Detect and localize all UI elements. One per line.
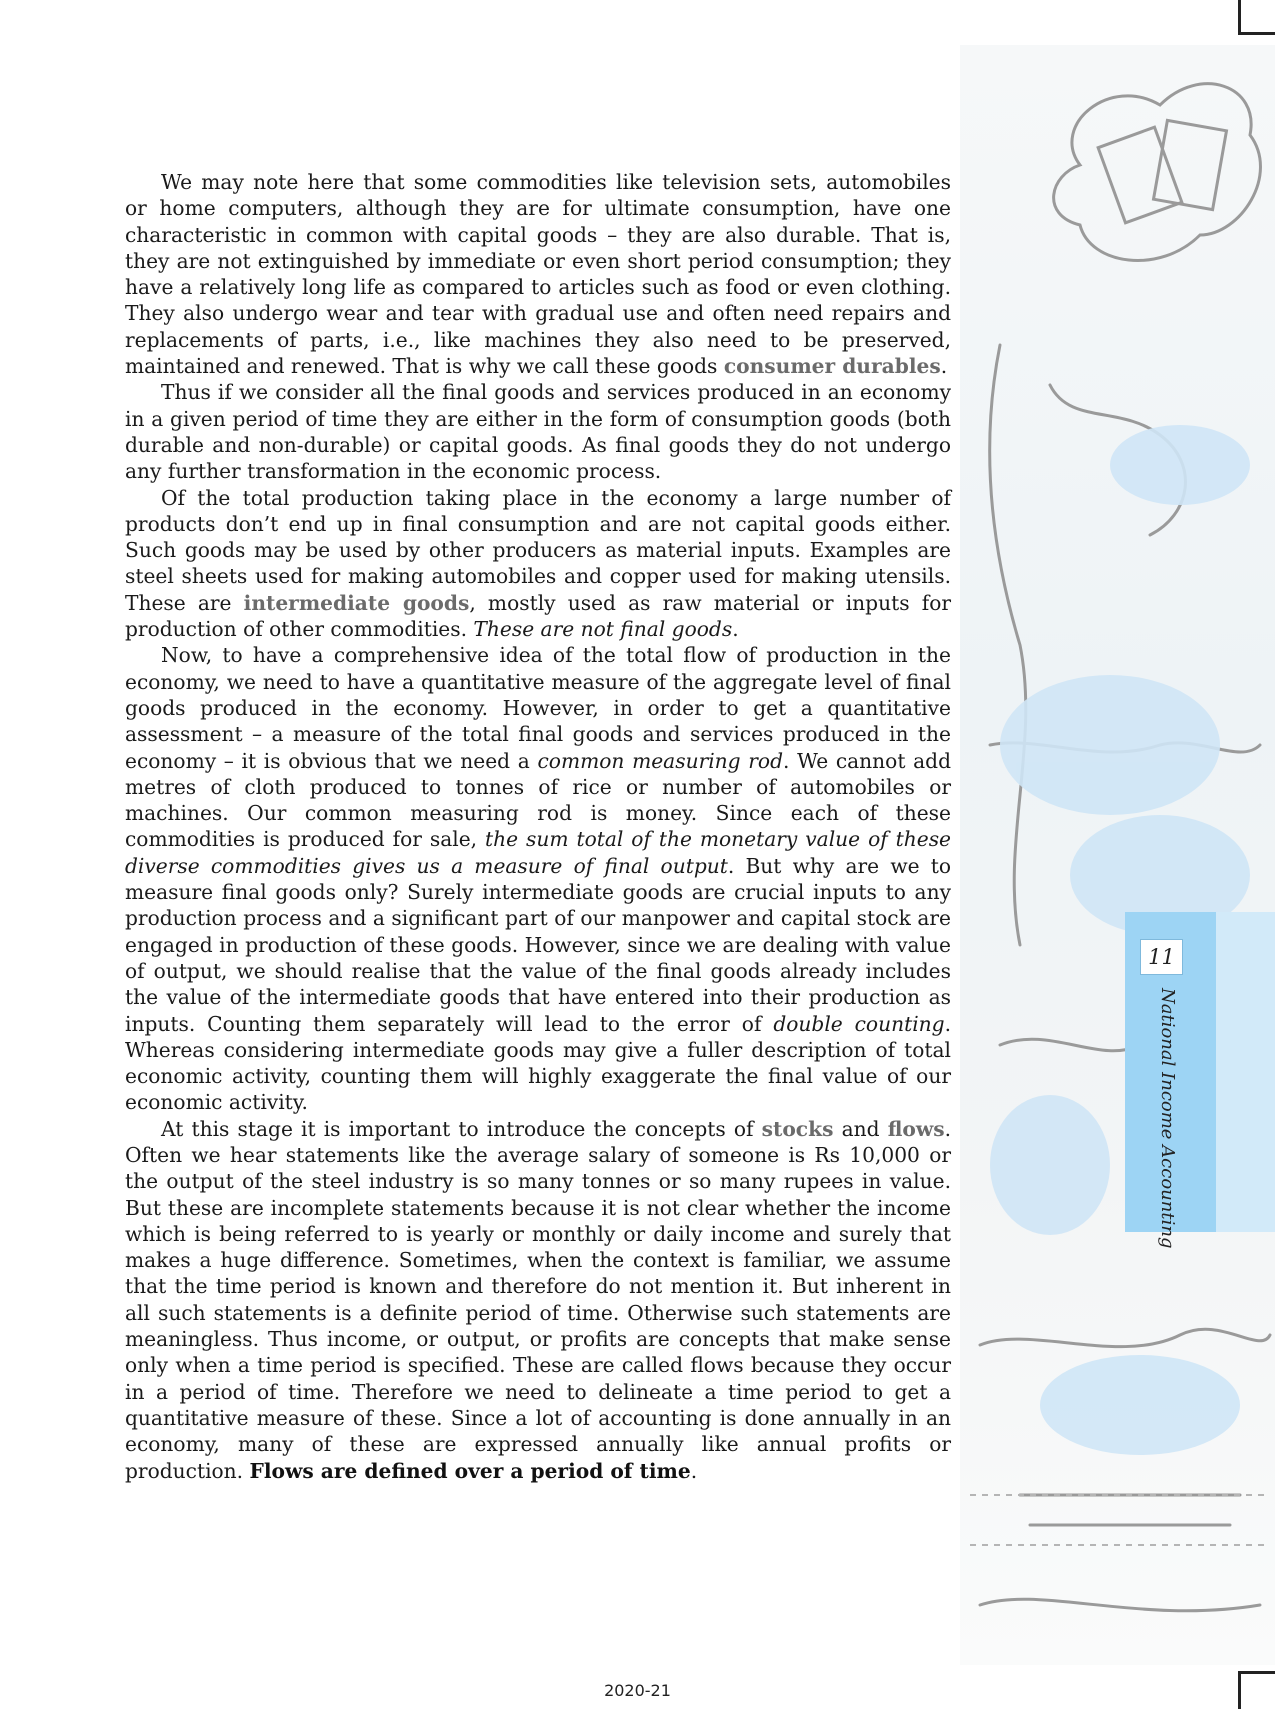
text-segment: . Whereas considering intermediate goods may give a fuller description of total economic activity, counting them will highly exaggerate the final value of our economic activity. (125, 1011, 951, 1115)
paragraph-measuring-rod (125, 642, 951, 1115)
crop-mark-top-vertical (1238, 0, 1241, 34)
emphasis-text: double counting (773, 1011, 945, 1036)
sketch-illustration-icon (960, 45, 1275, 1665)
bold-statement: Flows are defined over a period of time (249, 1458, 691, 1483)
side-illustration (960, 45, 1275, 1665)
text-segment: . We cannot add metres of cloth produced to tonnes of rice or number of automobiles or machines. Our common measuring rod is money. Since each of these commodities is produced for sale, (125, 748, 952, 852)
text-segment: Now, to have a comprehensive idea of the total flow of production in the economy, we need to have a quantitative measure of the aggregate level of final goods produced in the economy. However, in order to get a quantitative assessment – a measure of the total final goods and services produced in the economy – it is obvious that we need a (125, 643, 951, 773)
paragraph-consumer-durables (125, 169, 951, 379)
keyword-consumer-durables: consumer durables (723, 354, 941, 379)
paragraph-intermediate-goods (125, 485, 951, 643)
emphasis-text: the sum total of the monetary value of these diverse commodities gives us a measure of final output (125, 827, 952, 878)
keyword-stocks: stocks (761, 1116, 834, 1141)
text-segment: Of the total production taking place in the economy a large number of products don’t end up in final consumption and are not capital goods either. Such goods may be used by other producers as material inputs. Examples are steel sheets used for making automobiles and copper used for making utensils. These are (125, 485, 951, 615)
paragraph-stocks-flows (125, 1116, 951, 1484)
emphasis-text: These are not final goods (473, 617, 733, 642)
crop-mark-top-horizontal (1238, 32, 1275, 35)
text-segment: Thus if we consider all the final goods and services produced in an economy in a given period of time they are either in the form of consumption goods (both durable and non-durable) or capital goods. As final goods they do not undergo any further transformation in the economic process. (125, 380, 951, 484)
text-segment: . Often we hear statements like the average salary of someone is Rs 10,000 or the output of the steel industry is so many tonnes or so many rupees in value. But these are incomplete statements because it is not clear whether the income which is being referred to is yearly or monthly or daily income and surely that makes a huge difference. Sometimes, when the context is familiar, we assume that the time period is known and therefore do not mention it. But inherent in all such statements is a definite period of time. Otherwise such statements are meaningless. Thus income, or output, or profits are concepts that make sense only when a time period is specified. These are called flows because they occur in a period of time. Therefore we need to delineate a time period to get a quantitative measure of these. Since a lot of accounting is done annually in an economy, many of these are expressed annually like annual profits or production. (125, 1116, 951, 1483)
keyword-flows: flows (887, 1116, 945, 1141)
page-number: 11 (1140, 939, 1183, 975)
main-text (125, 169, 951, 1484)
running-title: National Income Accounting (1157, 988, 1178, 1249)
text-segment: . (732, 617, 739, 642)
paragraph-final-goods (125, 379, 951, 484)
text-segment: We may note here that some commodities like television sets, automobiles or home computers, although they are for ultimate consumption, have one characteristic in common with capital goods – they are also durable. That is, they are not extinguished by immediate or even short period consumption; they have a relatively long life as compared to articles such as food or even clothing. They also undergo wear and tear with gradual use and often need repairs and replacements of parts, i.e., like machines they also need to be preserved, maintained and renewed. That is why we call these goods (125, 170, 951, 379)
text-segment: At this stage it is important to introduce the concepts of (161, 1116, 762, 1141)
keyword-intermediate-goods: intermediate goods (243, 590, 470, 615)
text-segment: and (833, 1116, 888, 1141)
text-segment: . But why are we to measure final goods only? Surely intermediate goods are crucial inputs to any production process and a significant part of our manpower and capital stock are engaged in production of these goods. However, since we are dealing with value of output, we should realise that the value of the final goods already includes the value of the intermediate goods that have entered into their production as inputs. Counting them separately will lead to the error of (125, 853, 952, 1036)
crop-mark-bottom-horizontal (1238, 1671, 1275, 1674)
text-segment: , mostly used as raw material or inputs for production of other commodities. (125, 590, 952, 642)
emphasis-text: common measuring rod (537, 748, 784, 773)
text-segment: . (940, 354, 948, 379)
text-segment: . (690, 1458, 698, 1483)
footer-year: 2020-21 (604, 1681, 671, 1700)
